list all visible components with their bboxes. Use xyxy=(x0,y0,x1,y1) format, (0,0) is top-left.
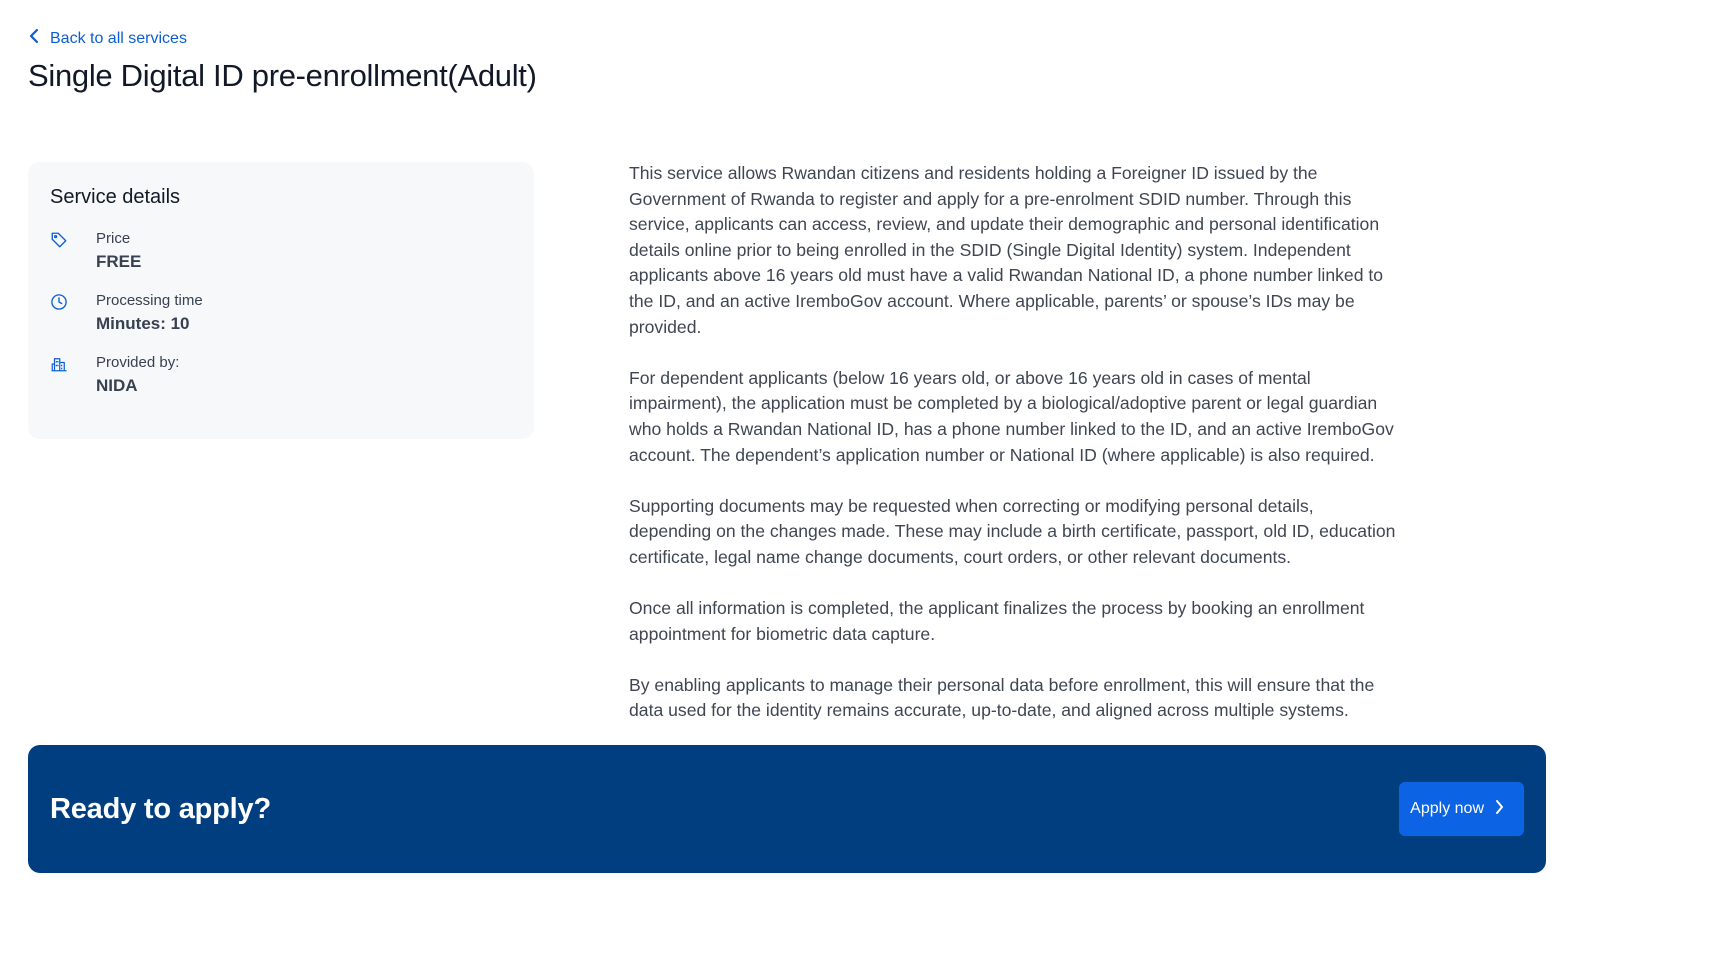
description-paragraph: For dependent applicants (below 16 years old, or above 16 years old in cases of mental impairment), the application must be completed by a biological/adoptive parent or legal guardian who holds a Rwandan National ID, has a phone number linked to the ID, and an active IremboGov account. The dependent’s application number or National ID (where applicable) is also required. xyxy=(629,367,1394,465)
description-paragraph: By enabling applicants to manage their personal data before enrollment, this will ensure that the data used for the identity remains accurate, up-to-date, and aligned across multiple systems. xyxy=(629,674,1375,721)
apply-now-button[interactable] xyxy=(1399,782,1524,836)
provider-value: NIDA xyxy=(96,376,138,395)
detail-row-processing-time xyxy=(50,291,512,353)
building-icon xyxy=(50,353,96,373)
apply-banner xyxy=(28,745,1546,873)
provider-label: Provided by: xyxy=(96,354,180,371)
price-tag-icon xyxy=(50,229,96,249)
chevron-left-icon xyxy=(28,28,40,49)
processing-time-value: Minutes: 10 xyxy=(96,314,190,333)
detail-row-provider xyxy=(50,353,512,415)
clock-icon xyxy=(50,291,96,311)
description-paragraph: Once all information is completed, the applicant finalizes the process by booking an enrollment appointment for biometric data capture. xyxy=(629,598,1365,644)
service-details-title: Service details xyxy=(50,186,181,208)
description-paragraph: This service allows Rwandan citizens and residents holding a Foreigner ID issued by the Government of Rwanda to register and apply for a pre-enrolment SDID number. Through this service, applicants can access, review, and update their demographic and personal identification details online prior to being enrolled in the SDID (Single Digital Identity) system. Independent applicants above 16 years old must have a valid Rwandan National ID, a phone number linked to the ID, and an active IremboGov account. Where applicable, parents’ or spouse’s IDs may be provided. xyxy=(629,163,1384,337)
apply-banner-title: Ready to apply? xyxy=(50,792,271,825)
price-label: Price xyxy=(96,230,131,247)
chevron-right-icon xyxy=(1494,799,1504,820)
service-description xyxy=(629,161,1399,750)
processing-time-label: Processing time xyxy=(96,292,203,309)
description-paragraph: Supporting documents may be requested when correcting or modifying personal details, depending on the changes made. These may include a birth certificate, passport, old ID, education certificate, legal name change documents, court orders, or other relevant documents. xyxy=(629,495,1396,567)
price-value: FREE xyxy=(96,252,142,271)
back-link-label: Back to all services xyxy=(50,29,187,47)
apply-now-label: Apply now xyxy=(1410,800,1484,817)
detail-row-price xyxy=(50,229,512,291)
back-to-services-link[interactable] xyxy=(28,28,187,49)
page-title: Single Digital ID pre-enrollment(Adult) xyxy=(28,58,537,93)
service-details-card xyxy=(28,162,534,439)
